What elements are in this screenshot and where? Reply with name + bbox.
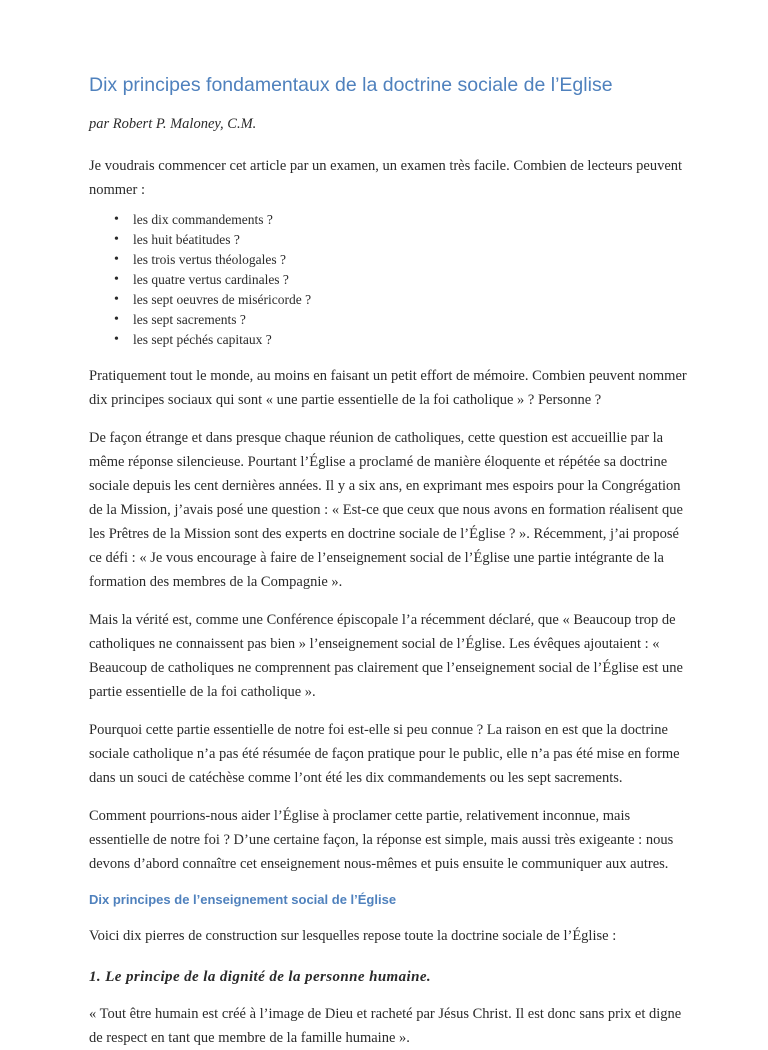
body-paragraph: Voici dix pierres de construction sur lesquelles repose toute la doctrine sociale de l’Église : xyxy=(89,928,617,944)
intro-paragraph: Je voudrais commencer cet article par un examen, un examen très facile. Combien de lecteurs peuvent nommer : xyxy=(89,158,683,198)
body-paragraph: De façon étrange et dans presque chaque réunion de catholiques, cette question est accueillie par la même réponse silencieuse. Pourtant l’Église a proclamé de manière éloquente et répétée sa doctrine sociale depuis les cent dernières années. Il y a six ans, en exprimant mes espoirs pour la Congrégation de la Mission, j’avais posé une question : « Est-ce que ceux que nous avons en formation réalisent que les Prêtres de la Mission sont des experts en doctrine sociale de l’Église ? ». Récemment, j’ai proposé ce défi : « Je vous encourage à faire de l’enseignement social de l’Église une partie intégrante de la formation des membres de la Compagnie ». xyxy=(89,430,683,590)
list-item: • les quatre vertus cardinales ? xyxy=(114,270,688,290)
list-item: • les sept oeuvres de miséricorde ? xyxy=(114,290,688,310)
list-item: • les trois vertus théologales ? xyxy=(114,250,688,270)
principle-heading: 1. Le principe de la dignité de la personne humaine. xyxy=(89,969,432,985)
section-heading: Dix principes de l’enseignement social de l’Église xyxy=(89,892,397,907)
body-paragraph: Pratiquement tout le monde, au moins en faisant un petit effort de mémoire. Combien peuvent nommer dix principes sociaux qui sont « une partie essentielle de la foi catholique » ? Personne ? xyxy=(89,368,687,408)
list-item: • les dix commandements ? xyxy=(114,210,688,230)
body-paragraph: Pourquoi cette partie essentielle de notre foi est-elle si peu connue ? La raison en est que la doctrine sociale catholique n’a pas été résumée de façon pratique pour le public, elle n’a pas été mise en forme dans un souci de catéchèse comme l’ont été les dix commandements ou les sept sacrements. xyxy=(89,722,680,786)
list-item: • les sept sacrements ? xyxy=(114,310,688,330)
list-item: • les huit béatitudes ? xyxy=(114,230,688,250)
body-paragraph: Mais la vérité est, comme une Conférence épiscopale l’a récemment déclaré, que « Beaucoup trop de catholiques ne connaissent pas bien » l’enseignement social de l’Église. Les évêques ajoutaient : « Beaucoup de catholiques ne comprennent pas clairement que l’enseignement social de l’Église est une partie essentielle de la foi catholique ». xyxy=(89,612,683,700)
author-line: par Robert P. Maloney, C.M. xyxy=(89,116,257,132)
body-paragraph: « Tout être humain est créé à l’image de Dieu et racheté par Jésus Christ. Il est donc sans prix et digne de respect en tant que membre de la famille humaine ». xyxy=(89,1006,682,1046)
list-item: • les sept péchés capitaux ? xyxy=(114,330,688,350)
document-title: Dix principes fondamentaux de la doctrine sociale de l’Eglise xyxy=(89,74,613,96)
questions-list xyxy=(89,210,688,350)
body-paragraph: Comment pourrions-nous aider l’Église à proclamer cette partie, relativement inconnue, mais essentielle de notre foi ? D’une certaine façon, la réponse est simple, mais aussi très exigeante : nous devons d’abord connaître cet enseignement nous-mêmes et puis ensuite le communiquer aux autres. xyxy=(89,808,674,872)
